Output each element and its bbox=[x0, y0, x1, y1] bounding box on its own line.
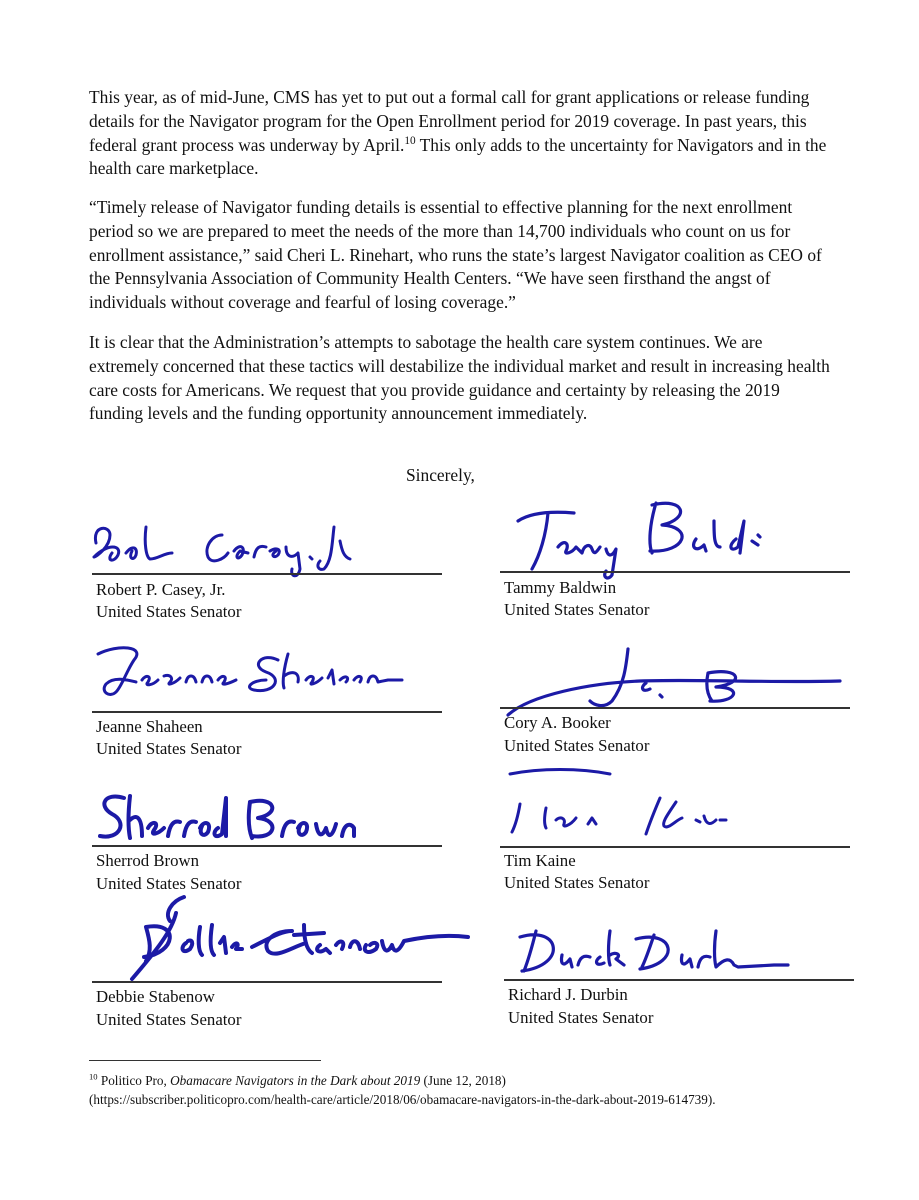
signatory-name: Richard J. Durbin bbox=[508, 985, 628, 1004]
signature-block-durbin bbox=[504, 913, 854, 1043]
signatory-name: Jeanne Shaheen bbox=[96, 717, 203, 736]
footnote-source: Politico Pro, bbox=[100, 1073, 171, 1088]
paragraph-text: This only adds to the uncertainty for Navigators and in the health care marketplace. bbox=[89, 134, 827, 179]
signature-block-shaheen bbox=[92, 640, 442, 770]
footnote-reference: 10 bbox=[404, 134, 416, 147]
handwritten-signature bbox=[92, 891, 472, 991]
footnote-article-title: Obamacare Navigators in the Dark about 2019 bbox=[170, 1073, 421, 1088]
signature-line bbox=[92, 981, 442, 983]
paragraph-navigator-funding bbox=[89, 86, 831, 181]
signature-block-kaine bbox=[500, 778, 850, 908]
signature-block-booker bbox=[500, 643, 850, 773]
handwritten-signature bbox=[90, 784, 390, 854]
signature-line bbox=[92, 711, 442, 713]
signature-line bbox=[92, 845, 442, 847]
paragraph-request: It is clear that the Administration’s attempts to sabotage the health care system continues. We are extremely concerned that these tactics will destabilize the individual market and result in increasing health care costs for Americans. We request that you provide guidance and certainty by releasing the 2019 funding levels and the funding opportunity announcement immediately. bbox=[89, 332, 830, 424]
paragraph-quote: “Timely release of Navigator funding details is essential to effective planning for the next enrollment period so we are prepared to meet the needs of the more than 14,700 individuals who count on us for enrollment assistance,” said Cheri L. Rinehart, who runs the state’s largest Navigator coalition as CEO of the Pennsylvania Association of Community Health Centers. “We have seen firsthand the angst of individuals without coverage and fearful of losing coverage.” bbox=[89, 197, 822, 313]
signature-block-casey bbox=[92, 505, 442, 635]
signatory-title: United States Senator bbox=[96, 602, 242, 621]
footnote-number: 10 bbox=[89, 1071, 98, 1082]
signatory-title: United States Senator bbox=[96, 739, 242, 758]
handwritten-signature bbox=[500, 483, 800, 583]
signature-line bbox=[500, 707, 850, 709]
signatory-title: United States Senator bbox=[504, 600, 650, 619]
signatory-title: United States Senator bbox=[508, 1008, 654, 1027]
signature-block-stabenow bbox=[92, 913, 442, 1043]
signatory-name: Cory A. Booker bbox=[504, 713, 611, 732]
signatory-name: Debbie Stabenow bbox=[96, 987, 215, 1006]
signatory-name: Tim Kaine bbox=[504, 851, 576, 870]
footnote bbox=[89, 1072, 819, 1109]
signatory-title: United States Senator bbox=[504, 873, 650, 892]
closing-salutation: Sincerely, bbox=[406, 465, 475, 485]
signatory-title: United States Senator bbox=[504, 736, 650, 755]
footnote-url: (https://subscriber.politicopro.com/health-care/article/2018/06/obamacare-navigators-in-the-dark-about-2019-614739). bbox=[89, 1091, 716, 1107]
paragraph-text: This year, as of mid-June, CMS has yet to put out a formal call for grant applications or release funding details for the Navigator program for the Open Enrollment period for 2019 coverage. In past years, this federal grant process was underway by April. bbox=[89, 87, 810, 155]
signatory-title: United States Senator bbox=[96, 1010, 242, 1029]
signatory-name: Sherrod Brown bbox=[96, 851, 200, 870]
signatory-name: Robert P. Casey, Jr. bbox=[96, 580, 226, 599]
signatory-name: Tammy Baldwin bbox=[504, 578, 617, 597]
signature-block-baldwin bbox=[500, 505, 850, 635]
signature-block-brown bbox=[92, 778, 442, 908]
signatory-title: United States Senator bbox=[96, 874, 242, 893]
signature-line bbox=[500, 846, 850, 848]
handwritten-signature bbox=[500, 760, 800, 850]
handwritten-signature bbox=[88, 640, 418, 710]
signature-line bbox=[504, 979, 854, 981]
footnote-separator bbox=[89, 1060, 321, 1061]
footnote-date: (June 12, 2018) bbox=[420, 1073, 506, 1088]
signature-line bbox=[92, 573, 442, 575]
signature-line bbox=[500, 571, 850, 573]
